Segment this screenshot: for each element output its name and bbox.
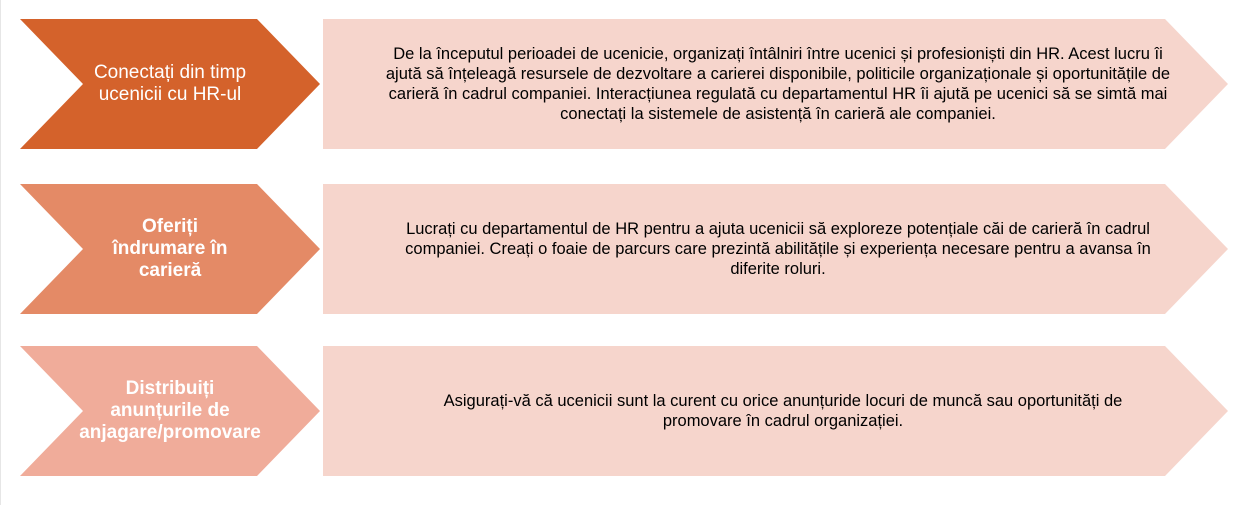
step-2-description-arrow [323, 184, 1228, 314]
step-row-3 [0, 346, 1243, 476]
step-row-2 [0, 184, 1243, 314]
step-3-label: Distribuiți anunțurile de anjagare/promovare [79, 378, 261, 443]
step-3-description: Asigurați-vă că ucenicii sunt la curent cu orice anunțuride locuri de muncă sau oportunități de promovare în cadrul organizației. [443, 392, 1123, 430]
step-1-description-arrow [323, 19, 1228, 149]
step-2-label: Oferiți îndrumare în carieră [112, 216, 228, 281]
step-2-description: Lucrați cu departamentul de HR pentru a ajuta ucenicii să exploreze potențiale căi de carieră în cadrul companiei. Creați o foaie de parcurs care prezintă abilitățile și experiența necesare pentru a avansa în diferite roluri. [405, 220, 1151, 278]
step-1-label: Conectați din timp ucenicii cu HR-ul [93, 62, 247, 105]
step-1-chevron [20, 19, 320, 149]
step-3-chevron [20, 346, 320, 476]
step-1-description: De la începutul perioadei de ucenicie, organizați întâlniri între ucenici și profesioniști din HR. Acest lucru îi ajută să înțeleagă resursele de dezvoltare a carierei disponibile, politicile organizaționale și oportunitățile de carieră în cadrul companiei. Interacțiunea regulată cu departamentul HR îi ajută pe ucenici să se simtă mai conectați la sistemele de asistență în carieră ale companiei. [385, 45, 1171, 123]
step-3-description-arrow [323, 346, 1228, 476]
step-row-1 [0, 19, 1243, 149]
step-2-chevron [20, 184, 320, 314]
